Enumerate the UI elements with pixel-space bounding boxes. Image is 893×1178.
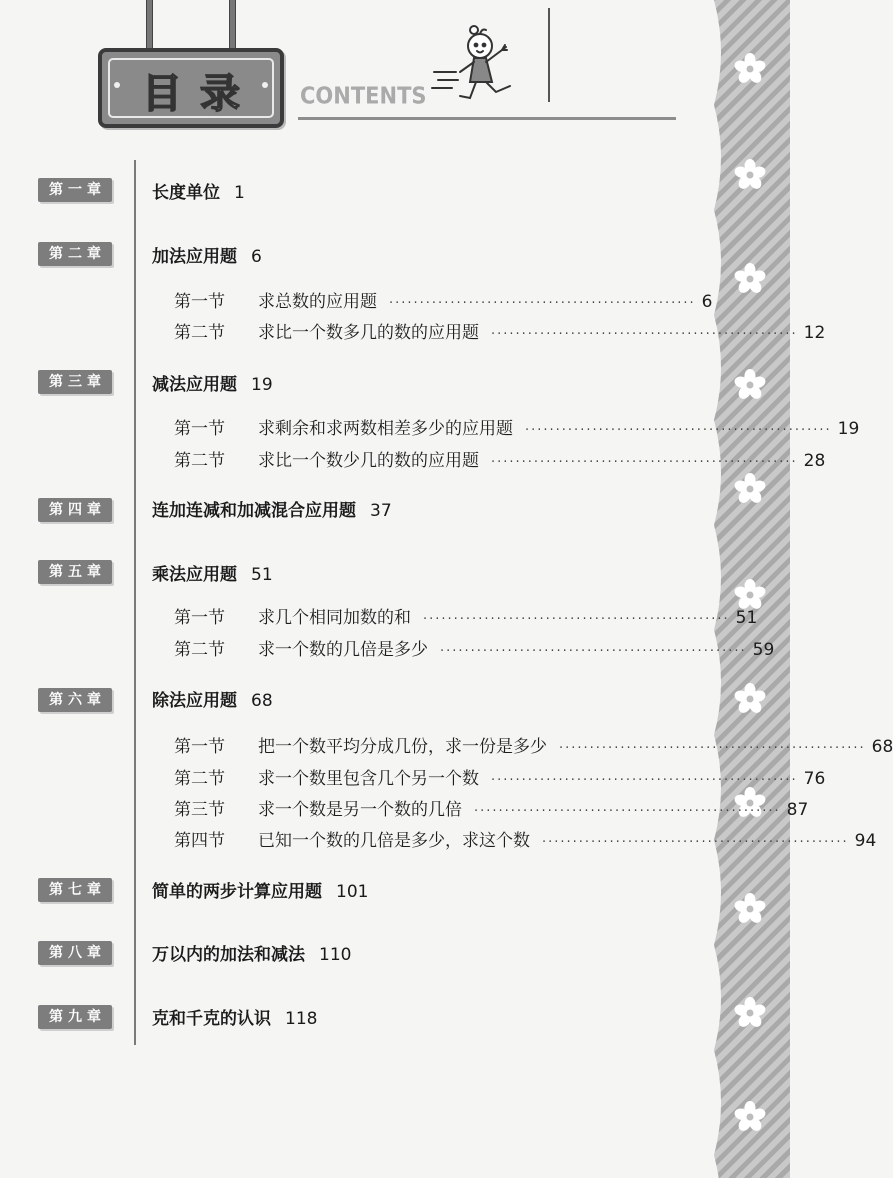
section-entry[interactable]: [174, 603, 758, 629]
section-title: 求一个数里包含几个另一个数: [258, 769, 479, 789]
section-page: 19: [837, 419, 860, 439]
section-entry[interactable]: [174, 446, 826, 472]
section-entry[interactable]: [174, 826, 877, 852]
hanging-rope-left: [146, 0, 153, 50]
section-title: 求一个数的几倍是多少: [258, 640, 428, 660]
chapter-page: 110: [319, 945, 352, 965]
contents-label: CONTENTS: [300, 82, 427, 110]
section-entry[interactable]: [174, 764, 826, 790]
section-page: 28: [803, 451, 826, 471]
section-entry[interactable]: [174, 795, 809, 821]
chapter-page: 37: [370, 501, 392, 521]
chapter-3-entry[interactable]: [152, 370, 273, 395]
chapter-5-entry[interactable]: [152, 560, 273, 585]
section-title: 已知一个数的几倍是多少，求这个数: [258, 831, 530, 851]
section-title: 求总数的应用题: [258, 292, 377, 312]
chapter-9-entry[interactable]: [152, 1004, 317, 1029]
section-page: 12: [803, 323, 826, 343]
section-page: 6: [701, 292, 713, 312]
chapter-page: 19: [251, 375, 273, 395]
leader-dots: ··················································: [491, 773, 798, 788]
leader-dots: ··················································: [491, 455, 798, 470]
chapter-1-badge: 第一章: [38, 178, 112, 202]
chapter-6-entry[interactable]: [152, 686, 273, 711]
chapter-page: 68: [251, 691, 273, 711]
chapter-title: 连加连减和加减混合应用题: [152, 501, 356, 521]
title-signboard: [98, 48, 284, 128]
hanging-rope-right: [229, 0, 236, 50]
flower-icon: [733, 1100, 767, 1134]
section-page: 87: [786, 800, 809, 820]
header-underline: [298, 117, 676, 120]
flower-icon: [733, 682, 767, 716]
section-entry[interactable]: [174, 635, 775, 661]
leader-dots: ··················································: [389, 296, 696, 311]
flower-icon: [733, 892, 767, 926]
chapter-title: 万以内的加法和减法: [152, 945, 305, 965]
chapter-1-entry[interactable]: [152, 178, 245, 203]
chapter-5-badge: 第五章: [38, 560, 112, 584]
chapter-page: 1: [234, 183, 245, 203]
chapter-title: 除法应用题: [152, 691, 237, 711]
section-page: 51: [735, 608, 758, 628]
chapter-8-entry[interactable]: [152, 940, 351, 965]
section-number: 第二节: [174, 769, 225, 789]
chapter-title: 减法应用题: [152, 375, 237, 395]
section-number: 第一节: [174, 608, 225, 628]
chapter-title: 克和千克的认识: [152, 1009, 271, 1029]
section-number: 第二节: [174, 640, 225, 660]
chapter-page: 118: [285, 1009, 318, 1029]
section-page: 76: [803, 769, 826, 789]
flower-icon: [733, 472, 767, 506]
section-title: 求比一个数多几的数的应用题: [258, 323, 479, 343]
chapter-9-badge: 第九章: [38, 1005, 112, 1029]
flower-icon: [733, 52, 767, 86]
section-page: 59: [752, 640, 775, 660]
leader-dots: ··················································: [474, 804, 781, 819]
chapter-2-entry[interactable]: [152, 242, 262, 267]
chapter-7-entry[interactable]: [152, 877, 368, 902]
chapter-2-badge: 第二章: [38, 242, 112, 266]
chapter-7-badge: 第七章: [38, 878, 112, 902]
section-number: 第一节: [174, 419, 225, 439]
section-number: 第三节: [174, 800, 225, 820]
section-entry[interactable]: [174, 414, 860, 440]
flower-icon: [733, 262, 767, 296]
section-page: 68: [871, 737, 893, 757]
chapter-title: 长度单位: [152, 183, 220, 203]
section-number: 第二节: [174, 451, 225, 471]
flower-icon: [733, 368, 767, 402]
header-divider: [548, 8, 550, 102]
running-kid-illustration: [430, 20, 530, 110]
page-title: 目录: [142, 71, 258, 117]
section-title: 求一个数是另一个数的几倍: [258, 800, 462, 820]
section-entry[interactable]: [174, 318, 826, 344]
leader-dots: ··················································: [491, 327, 798, 342]
section-number: 第二节: [174, 323, 225, 343]
chapter-title: 简单的两步计算应用题: [152, 882, 322, 902]
chapter-3-badge: 第三章: [38, 370, 112, 394]
section-page: 94: [854, 831, 877, 851]
chapter-4-entry[interactable]: [152, 496, 392, 521]
section-entry[interactable]: [174, 287, 713, 313]
flower-icon: [733, 158, 767, 192]
flower-icon: [733, 996, 767, 1030]
section-number: 第一节: [174, 737, 225, 757]
section-number: 第一节: [174, 292, 225, 312]
leader-dots: ··················································: [423, 612, 730, 627]
chapter-title: 加法应用题: [152, 247, 237, 267]
leader-dots: ··················································: [440, 644, 747, 659]
section-title: 把一个数平均分成几份，求一份是多少: [258, 737, 547, 757]
leader-dots: ··················································: [525, 423, 832, 438]
chapter-title: 乘法应用题: [152, 565, 237, 585]
leader-dots: ··················································: [542, 835, 849, 850]
toc-vertical-rule: [134, 160, 136, 1045]
leader-dots: ··················································: [559, 741, 866, 756]
section-entry[interactable]: [174, 732, 893, 758]
section-number: 第四节: [174, 831, 225, 851]
chapter-8-badge: 第八章: [38, 941, 112, 965]
chapter-4-badge: 第四章: [38, 498, 112, 522]
chapter-page: 51: [251, 565, 273, 585]
chapter-page: 6: [251, 247, 262, 267]
section-title: 求比一个数少几的数的应用题: [258, 451, 479, 471]
flower-icon: [733, 578, 767, 612]
chapter-6-badge: 第六章: [38, 688, 112, 712]
section-title: 求剩余和求两数相差多少的应用题: [258, 419, 513, 439]
section-title: 求几个相同加数的和: [258, 608, 411, 628]
chapter-page: 101: [336, 882, 369, 902]
